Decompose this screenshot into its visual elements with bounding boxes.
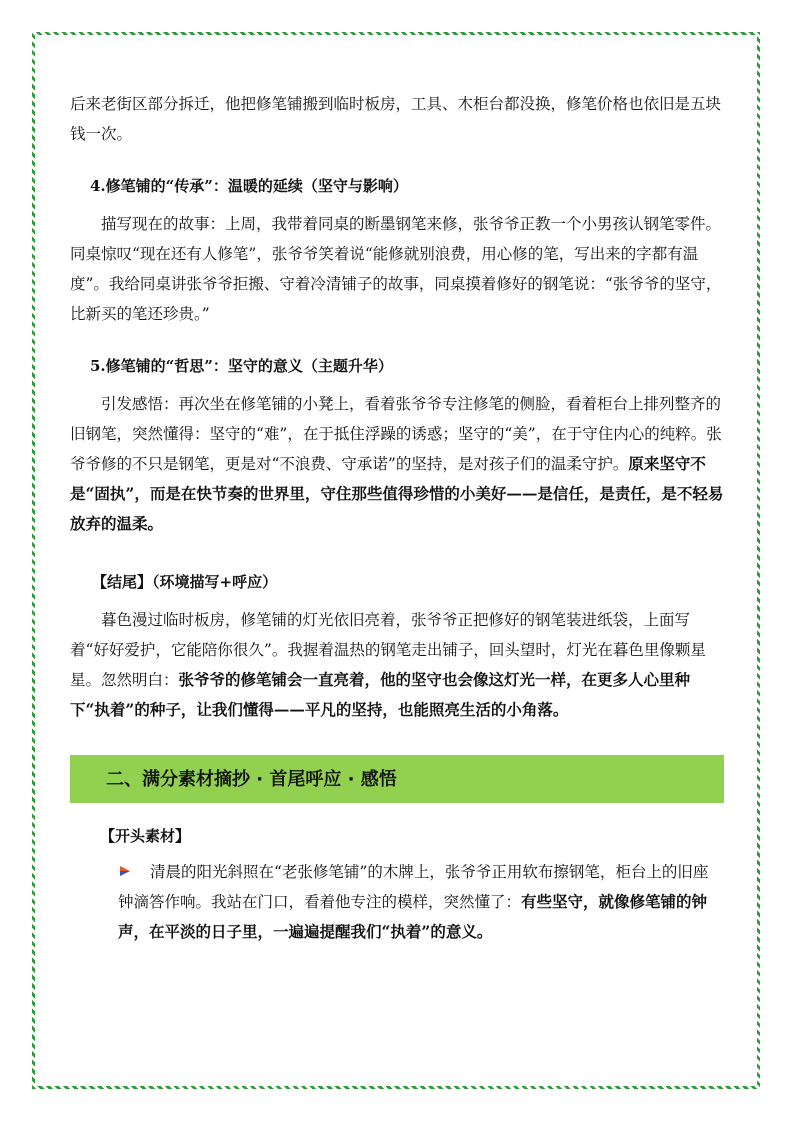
paragraph-2: 描写现在的故事：上周，我带着同桌的断墨钢笔来修，张爷爷正教一个小男孩认钢笔零件。同桌惊叹“现在还有人修笔”，张爷爷笑着说“能修就别浪费，用心修的笔，写出来的字都有温度”。我给同桌讲张爷爷拒搬、守着冷清铺子的故事，同桌摸着修好的钢笔说：“张爷爷的坚守，比新买的笔还珍贵。” bbox=[70, 215, 722, 323]
paragraph-4-text: 暮色漫过临时板房，修笔铺的灯光依旧亮着，张爷爷正把修好的钢笔装进纸袋，上面写着“好好爱护，它能陪你很久”。我握着温热的钢笔走出铺子，回头望时，灯光在暮色里像颗星星。忽然明白： bbox=[70, 611, 706, 689]
paragraph-1: 后来老街区部分拆迁，他把修笔铺搬到临时板房，工具、木柜台都没换，修笔价格也依旧是五块钱一次。 bbox=[70, 95, 722, 143]
paragraph-3-text: 引发感悟：再次坐在修笔铺的小凳上，看着张爷爷专注修笔的侧脸，看着柜台上排列整齐的旧钢笔，突然懂得：坚守的“难”，在于抵住浮躁的诱惑；坚守的“美”，在于守住内心的纯粹。张爷爷修的不只是钢笔，更是对“不浪费、守承诺”的坚持，是对孩子们的温柔守护。 bbox=[70, 395, 722, 473]
heading-section-5: 5.修笔铺的“哲思”：坚守的意义（主题升华） bbox=[90, 357, 393, 375]
paragraph-3 bbox=[70, 389, 724, 539]
section-banner-title: 二、满分素材摘抄 · 首尾呼应 · 感悟 bbox=[106, 769, 397, 790]
bullet-icon bbox=[118, 858, 132, 872]
section-banner bbox=[70, 755, 724, 803]
paragraph-4-bold: 张爷爷的修笔铺会一直亮着，他的坚守也会像这灯光一样，在更多人心里种下“执着”的种子，让我们懂得——平凡的坚持，也能照亮生活的小角落。 bbox=[70, 670, 691, 719]
paragraph-5 bbox=[118, 857, 718, 947]
opening-material-heading: 【开头素材】 bbox=[100, 827, 191, 845]
paragraph-4 bbox=[70, 605, 724, 725]
paragraph-5-text: 清晨的阳光斜照在“老张修笔铺”的木牌上，张爷爷正用软布擦钢笔，柜台上的旧座钟滴答作响。我站在门口，看着他专注的模样，突然懂了： bbox=[118, 863, 709, 911]
ending-heading: 【结尾】（环境描写+呼应） bbox=[92, 573, 278, 591]
heading-section-4: 4.修笔铺的“传承”：温暖的延续（坚守与影响） bbox=[90, 177, 408, 195]
paragraph-5-bold: 有些坚守，就像修笔铺的钟声，在平淡的日子里，一遍遍提醒我们“执着”的意义。 bbox=[118, 892, 708, 941]
paragraph-3-bold: 原来坚守不是“固执”，而是在快节奏的世界里，守住那些值得珍惜的小美好——是信任，是责任，是不轻易放弃的温柔。 bbox=[70, 454, 724, 533]
